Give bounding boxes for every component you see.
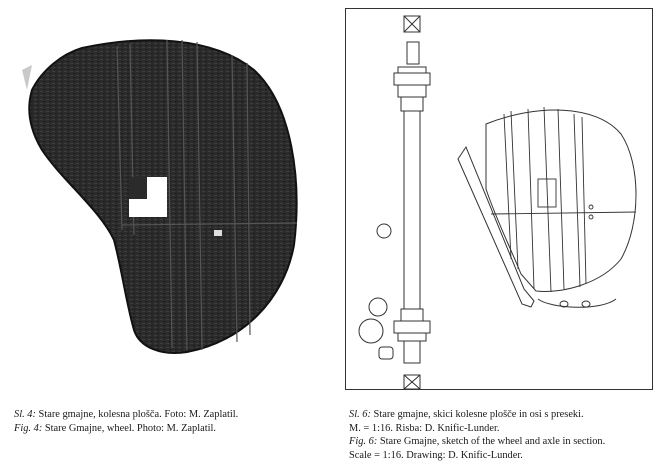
figure-6-caption: [349, 408, 605, 462]
caption-fig6-label: Fig. 6:: [349, 436, 378, 448]
caption-sl6-line2: M. = 1:16. Risba: D. Knific-Lunder.: [349, 422, 500, 434]
caption-fig6: [349, 435, 605, 449]
caption-fig4: [14, 422, 238, 436]
caption-fig6-line2: Scale = 1:16. Drawing: D. Knific-Lunder.: [349, 449, 523, 461]
figure-4-caption: [14, 408, 238, 435]
wheel-axle-drawing: [345, 8, 653, 390]
caption-fig4-label: Fig. 4:: [14, 422, 43, 434]
caption-fig4-text: Stare Gmajne, wheel. Photo: M. Zaplatil.: [42, 422, 216, 434]
caption-sl6-label: Sl. 6:: [349, 409, 371, 420]
caption-sl4: [14, 408, 238, 422]
caption-sl6: [349, 408, 605, 422]
caption-sl4-text: Stare gmajne, kolesna plošča. Foto: M. Zaplatil.: [35, 409, 239, 420]
caption-sl6-text: Stare gmajne, skici kolesne plošče in osi s preseki.: [370, 409, 584, 420]
caption-fig6-text: Stare Gmajne, sketch of the wheel and axle in section.: [377, 436, 606, 448]
caption-sl4-label: Sl. 4:: [14, 409, 36, 420]
wheel-photo: [22, 30, 312, 360]
